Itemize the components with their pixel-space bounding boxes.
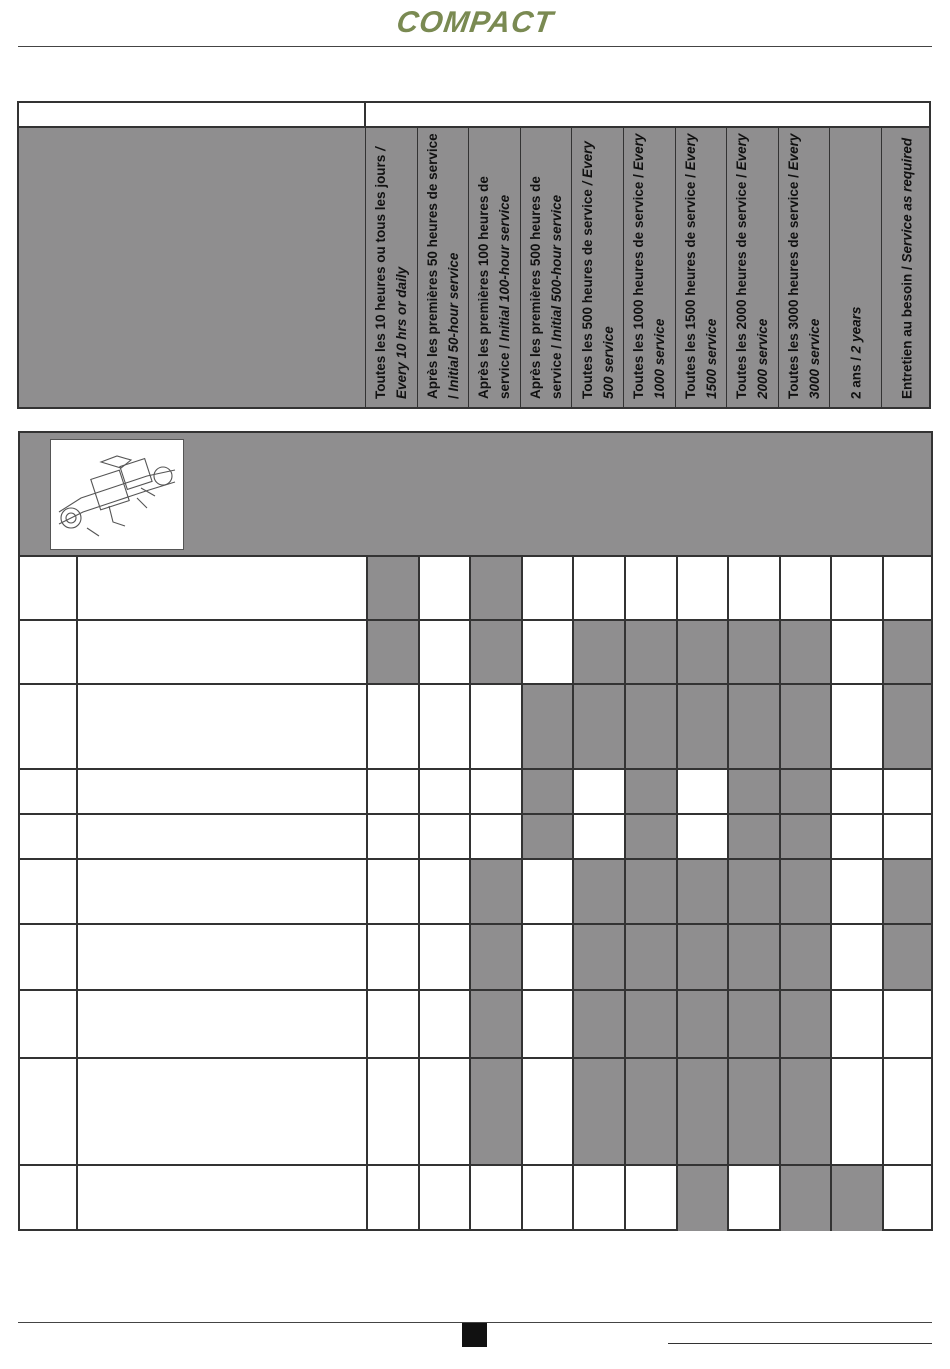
interval-cell [676, 770, 728, 813]
interval-cell [624, 860, 676, 923]
interval-column-3 [468, 128, 520, 407]
interval-cell [418, 991, 470, 1057]
description-cell [76, 1059, 366, 1164]
interval-cell [521, 770, 573, 813]
interval-cell [624, 1166, 676, 1231]
interval-column-8 [726, 128, 778, 407]
interval-cell [418, 1059, 470, 1164]
interval-cell [521, 991, 573, 1057]
interval-cell [521, 557, 573, 619]
interval-cell [469, 1059, 521, 1164]
interval-cell [469, 925, 521, 989]
interval-column-10 [829, 128, 881, 407]
interval-cell [676, 621, 728, 683]
interval-cell [830, 685, 882, 768]
interval-cell [366, 925, 418, 989]
interval-cell [469, 860, 521, 923]
interval-cell [469, 557, 521, 619]
interval-cell [572, 621, 624, 683]
interval-label-en: / Every 500 service [579, 141, 616, 399]
interval-cell [779, 815, 831, 858]
interval-cell [830, 621, 882, 683]
table-row [20, 1059, 931, 1166]
interval-cell [830, 991, 882, 1057]
page-marker [462, 1323, 487, 1347]
interval-cell [882, 815, 931, 858]
interval-cell [779, 557, 831, 619]
description-cell [76, 815, 366, 858]
interval-label-fr: 2 ans / [848, 356, 864, 399]
interval-cell [572, 770, 624, 813]
top-rule [18, 46, 932, 47]
interval-column-9 [778, 128, 830, 407]
table-row [20, 770, 931, 815]
interval-cell [521, 925, 573, 989]
interval-cell [727, 860, 779, 923]
interval-cell [830, 815, 882, 858]
interval-cell [572, 991, 624, 1057]
interval-label [370, 129, 412, 399]
interval-cell [779, 991, 831, 1057]
interval-cell [676, 557, 728, 619]
interval-cell [779, 1059, 831, 1164]
description-cell [76, 770, 366, 813]
description-cell [76, 991, 366, 1057]
interval-column-7 [675, 128, 727, 407]
interval-cell [469, 770, 521, 813]
interval-header [17, 128, 931, 409]
interval-cell [779, 1166, 831, 1231]
table-row [20, 991, 931, 1059]
interval-cell [469, 621, 521, 683]
interval-label [422, 129, 464, 399]
interval-cell [572, 557, 624, 619]
interval-cell [521, 1166, 573, 1231]
interval-label-en: / Every 10 hrs or daily [373, 147, 410, 399]
table-row [20, 1166, 931, 1231]
interval-cell [469, 815, 521, 858]
interval-label-fr: Toutes les 10 heures ou tous les jours [373, 154, 389, 399]
interval-cell [676, 685, 728, 768]
interval-cell [727, 1059, 779, 1164]
interval-cell [366, 815, 418, 858]
interval-label-fr: Après les premières 500 heures de service / [528, 176, 565, 399]
interval-cell [676, 925, 728, 989]
interval-cell [366, 621, 418, 683]
interval-label [845, 129, 866, 399]
interval-cell [727, 557, 779, 619]
interval-cell [418, 621, 470, 683]
interval-cell [572, 925, 624, 989]
interval-cell [727, 925, 779, 989]
interval-cell [624, 621, 676, 683]
interval-label-fr: Toutes les 3000 heures de service / [786, 174, 802, 399]
interval-column-5 [571, 128, 623, 407]
interval-cell [676, 1059, 728, 1164]
interval-cell [830, 557, 882, 619]
interval-cell [779, 770, 831, 813]
interval-cell [572, 815, 624, 858]
interval-cell [418, 815, 470, 858]
axle-drawing [51, 440, 183, 549]
interval-label-en: Initial 100-hour service [497, 194, 513, 342]
interval-cell [521, 1059, 573, 1164]
footer-line [668, 1343, 932, 1344]
header-top-row [17, 101, 931, 128]
interval-cell [521, 860, 573, 923]
interval-cell [882, 557, 931, 619]
interval-label-en: Every 1500 service [682, 133, 719, 399]
interval-cell [624, 557, 676, 619]
interval-label [577, 129, 619, 399]
interval-column-6 [623, 128, 675, 407]
interval-cell [727, 815, 779, 858]
interval-label [628, 129, 670, 399]
interval-cell [366, 1166, 418, 1231]
interval-cell [676, 991, 728, 1057]
interval-cell [676, 1166, 728, 1231]
table-row [20, 621, 931, 685]
interval-cell [882, 860, 931, 923]
interval-cell [366, 557, 418, 619]
interval-cell [521, 815, 573, 858]
interval-cell [830, 1059, 882, 1164]
interval-label [783, 129, 825, 399]
interval-label-fr: Toutes les 2000 heures de service / [734, 174, 750, 399]
interval-cell [882, 925, 931, 989]
description-cell [76, 925, 366, 989]
interval-cell [366, 770, 418, 813]
interval-cell [882, 1059, 931, 1164]
interval-cell [727, 991, 779, 1057]
interval-cell [676, 860, 728, 923]
interval-cell [676, 815, 728, 858]
interval-cell [366, 1059, 418, 1164]
table-row [20, 925, 931, 991]
interval-cell [882, 1166, 931, 1231]
interval-cell [882, 685, 931, 768]
interval-cell [727, 621, 779, 683]
interval-cell [572, 685, 624, 768]
table-row [20, 685, 931, 770]
interval-label-en: Every 3000 service [786, 133, 823, 399]
interval-cell [727, 685, 779, 768]
description-cell [76, 557, 366, 619]
interval-label-fr: Toutes les 1000 heures de service / [631, 174, 647, 399]
description-cell [76, 860, 366, 923]
interval-cell [521, 621, 573, 683]
interval-label-fr: Après les premières 50 heures de service / [424, 133, 461, 399]
interval-label [897, 129, 918, 399]
interval-cell [830, 860, 882, 923]
interval-label [731, 129, 773, 399]
interval-cell [418, 860, 470, 923]
interval-label-en: Every 2000 service [734, 133, 771, 399]
interval-cell [624, 685, 676, 768]
interval-cell [727, 770, 779, 813]
interval-cell [624, 770, 676, 813]
interval-cell [882, 770, 931, 813]
interval-label [680, 129, 722, 399]
description-cell [76, 685, 366, 768]
interval-cell [779, 925, 831, 989]
table-row [20, 557, 931, 621]
description-cell [76, 621, 366, 683]
interval-column-4 [520, 128, 572, 407]
table-row [20, 860, 931, 925]
maintenance-table [18, 431, 933, 1231]
interval-cell [418, 1166, 470, 1231]
component-banner [20, 433, 931, 557]
interval-cell [469, 685, 521, 768]
interval-cell [469, 991, 521, 1057]
interval-cell [830, 925, 882, 989]
interval-cell [830, 1166, 882, 1231]
interval-label-en: Initial 500-hour service [549, 194, 565, 342]
axle-drawing-icon [50, 439, 184, 550]
interval-cell [830, 770, 882, 813]
interval-label-fr: Toutes les 500 heures de service [579, 189, 595, 399]
interval-cell [418, 685, 470, 768]
interval-cell [418, 557, 470, 619]
interval-cell [624, 925, 676, 989]
interval-cell [469, 1166, 521, 1231]
table-row [20, 815, 931, 860]
interval-cell [418, 925, 470, 989]
interval-cell [572, 1166, 624, 1231]
interval-label-en: Initial 50-hour service [445, 252, 461, 392]
interval-label-fr: Après les premières 100 heures de service / [476, 176, 513, 399]
interval-label [473, 129, 515, 399]
interval-cell [882, 991, 931, 1057]
brand-logo: COMPACT [394, 6, 556, 39]
interval-label-en: Service as required [899, 137, 915, 263]
interval-label-fr: Entretien au besoin / [899, 266, 915, 399]
interval-label [525, 129, 567, 399]
interval-cell [418, 770, 470, 813]
interval-cell [624, 1059, 676, 1164]
interval-cell [779, 685, 831, 768]
interval-cell [727, 1166, 779, 1231]
interval-cell [624, 815, 676, 858]
interval-cell [624, 991, 676, 1057]
interval-cell [366, 860, 418, 923]
interval-cell [521, 685, 573, 768]
description-cell [76, 1166, 366, 1231]
interval-cell [572, 860, 624, 923]
interval-column-2 [417, 128, 469, 407]
interval-cell [882, 621, 931, 683]
header-top-divider [364, 103, 366, 126]
interval-label-en: 2 years [848, 306, 864, 354]
interval-cell [572, 1059, 624, 1164]
interval-label-en: Every 1000 service [631, 133, 668, 399]
interval-cell [779, 860, 831, 923]
interval-column-1 [365, 128, 417, 407]
interval-column-11 [881, 128, 933, 407]
interval-cell [779, 621, 831, 683]
interval-cell [366, 991, 418, 1057]
interval-label-fr: Toutes les 1500 heures de service / [682, 174, 698, 399]
interval-cell [366, 685, 418, 768]
